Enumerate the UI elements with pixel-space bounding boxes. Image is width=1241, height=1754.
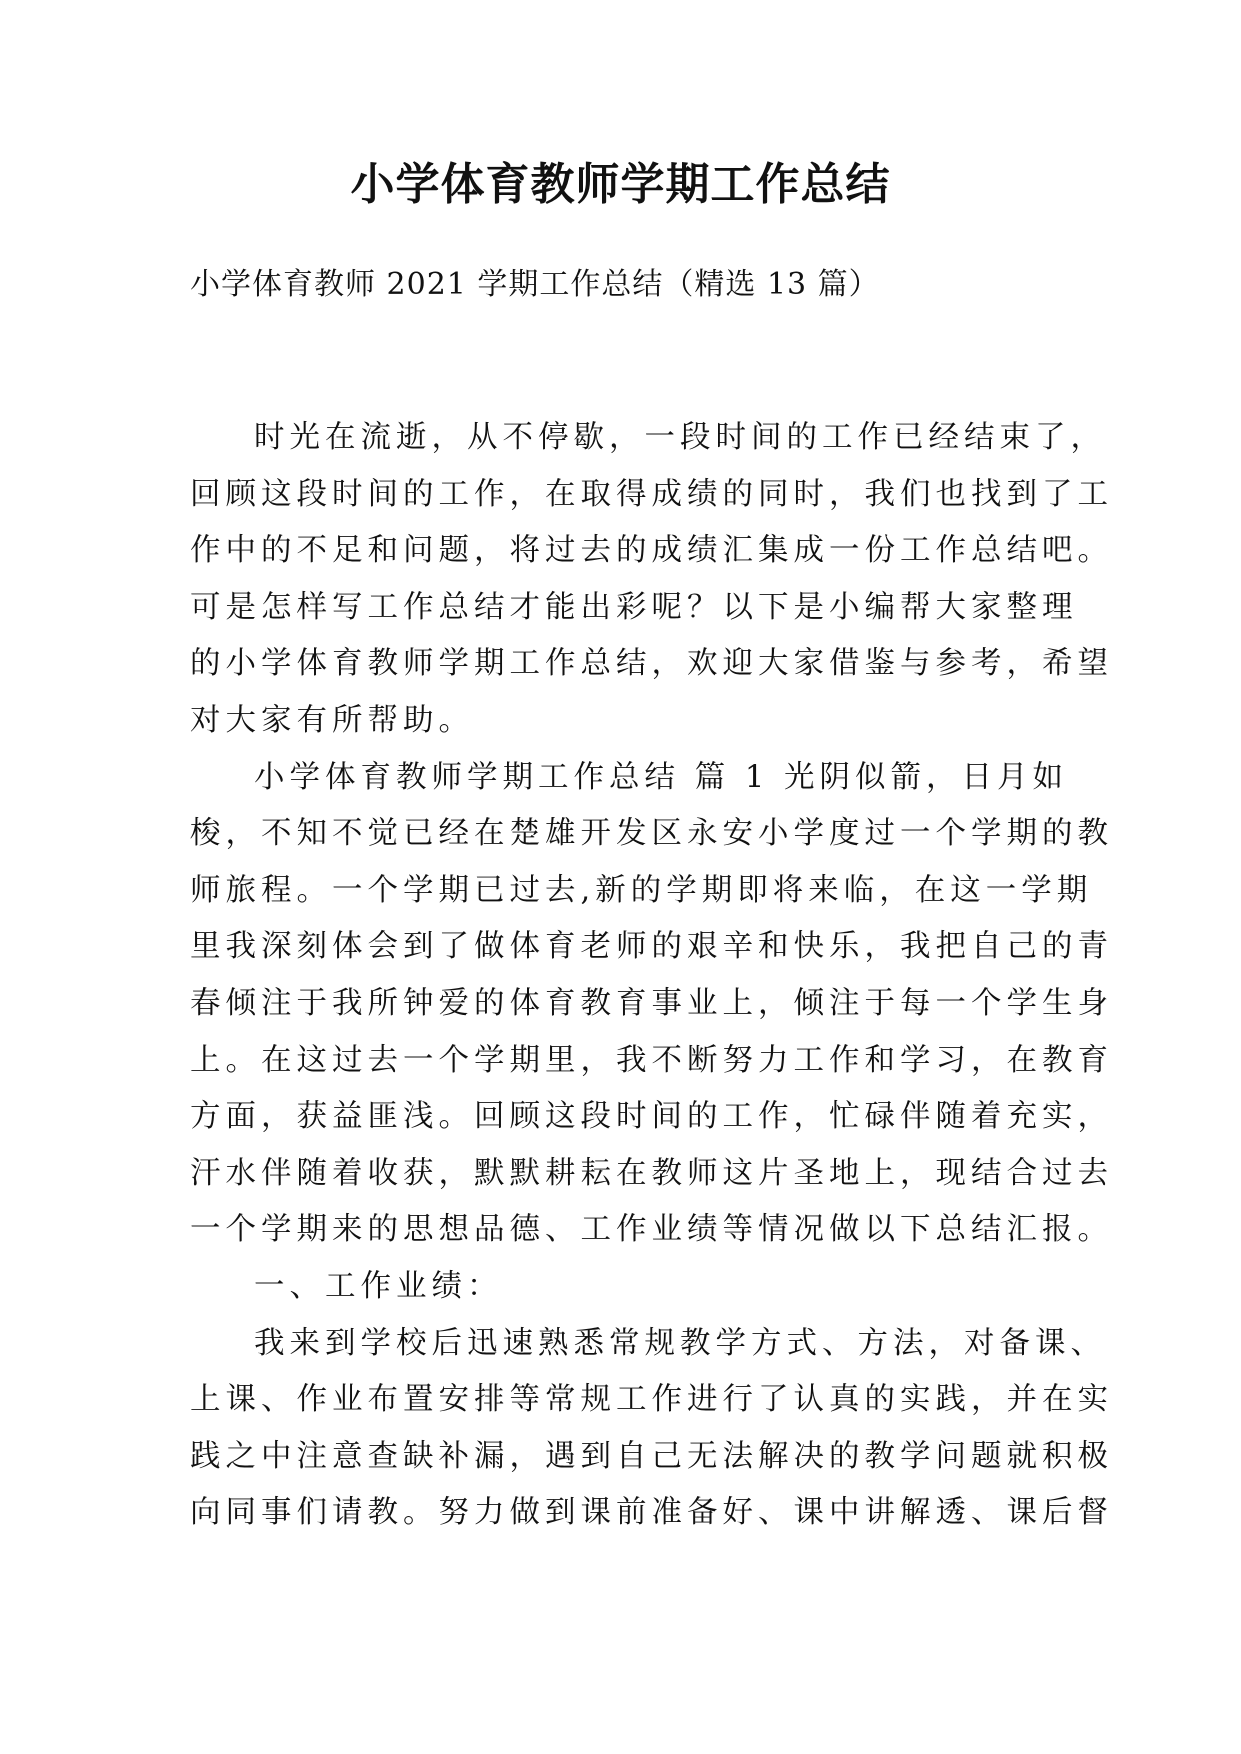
body-line: 小学体育教师学期工作总结 篇 1 光阴似箭，日月如: [254, 759, 1068, 795]
body-line: 作中的不足和问题，将过去的成绩汇集成一份工作总结吧。: [190, 533, 1113, 569]
body-line: 时光在流逝，从不停歇，一段时间的工作已经结束了，: [254, 420, 1106, 455]
body-line: 上。在这过去一个学期里，我不断努力工作和学习，在教育: [190, 1042, 1113, 1078]
body-line: 回顾这段时间的工作，在取得成绩的同时，我们也找到了工: [190, 476, 1113, 512]
body-line: 梭，不知不觉已经在楚雄开发区永安小学度过一个学期的教: [190, 816, 1113, 852]
body-line: 春倾注于我所钟爱的体育教育事业上，倾注于每一个学生身: [190, 985, 1113, 1021]
body-line: 汗水伴随着收获，默默耕耘在教师这片圣地上，现结合过去: [190, 1155, 1113, 1191]
body-line: 里我深刻体会到了做体育老师的艰辛和快乐，我把自己的青: [190, 929, 1113, 965]
body-line: 践之中注意查缺补漏，遇到自己无法解决的教学问题就积极: [190, 1438, 1113, 1474]
body-line: 一个学期来的思想品德、工作业绩等情况做以下总结汇报。: [190, 1212, 1113, 1248]
body-line: 方面，获益匪浅。回顾这段时间的工作，忙碌伴随着充实，: [190, 1099, 1113, 1135]
body-line: 一、工作业绩：: [254, 1268, 503, 1304]
body-line: 的小学体育教师学期工作总结，欢迎大家借鉴与参考，希望: [190, 646, 1113, 682]
document-body: [190, 410, 1113, 1542]
body-line: 我来到学校后迅速熟悉常规教学方式、方法，对备课、: [254, 1325, 1106, 1361]
body-line: 师旅程。一个学期已过去,新的学期即将来临，在这一学期: [190, 872, 1093, 908]
body-line: 对大家有所帮助。: [190, 702, 474, 738]
body-line: 上课、作业布置安排等常规工作进行了认真的实践，并在实: [190, 1382, 1113, 1418]
body-line: 向同事们请教。努力做到课前准备好、课中讲解透、课后督: [190, 1495, 1113, 1531]
document-title: 小学体育教师学期工作总结: [350, 159, 891, 210]
document-subtitle: 小学体育教师 2021 学期工作总结（精选 13 篇）: [190, 267, 880, 302]
body-line: 可是怎样写工作总结才能出彩呢？以下是小编帮大家整理: [190, 589, 1078, 625]
